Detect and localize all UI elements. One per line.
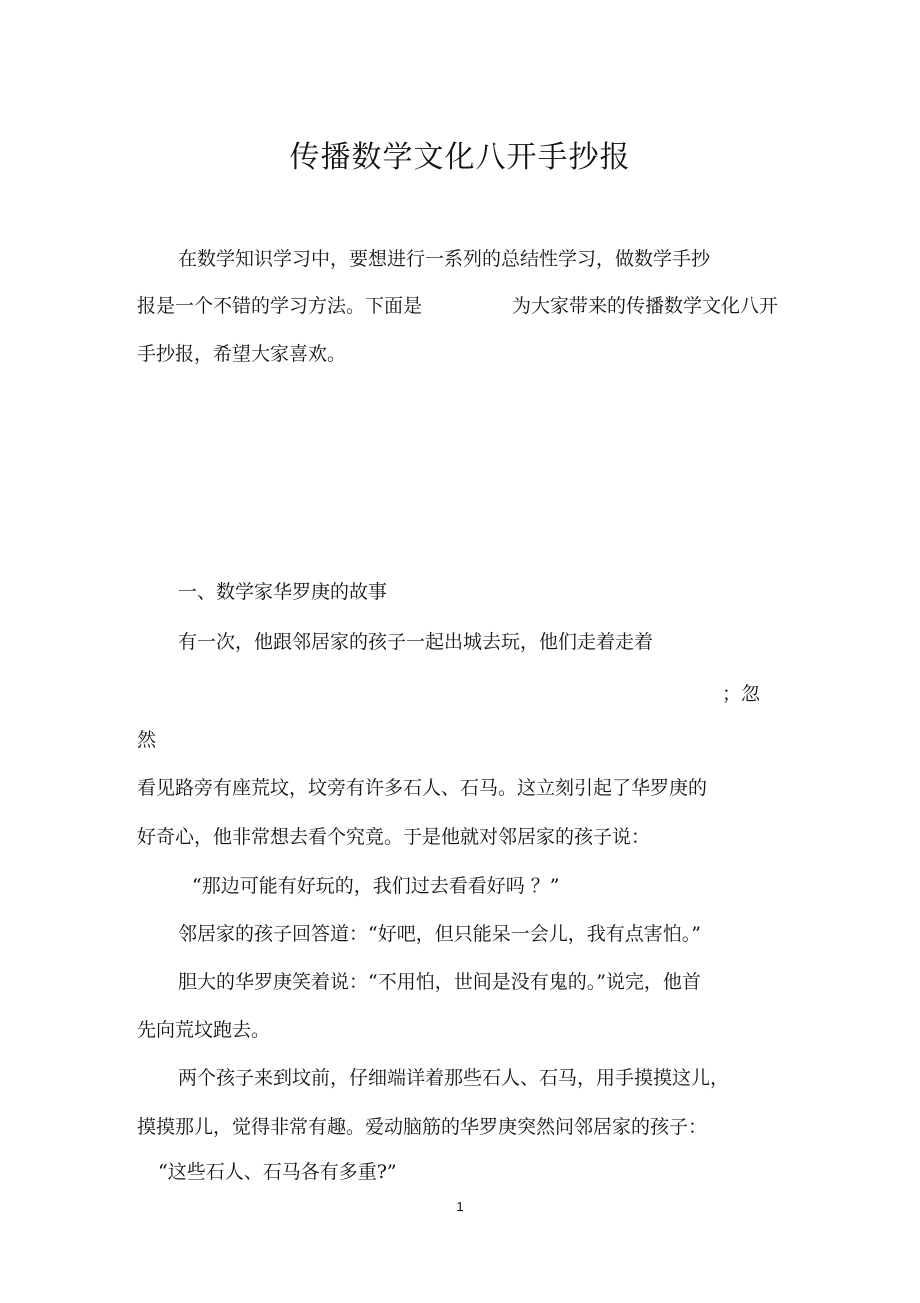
intro-line-2-end: 为大家带来的传播数学文化八开 [512,295,779,317]
story-p2-line-2: 先向荒坟跑去。 [137,1019,271,1041]
page-number: 1 [456,1199,464,1214]
intro-line-2-start: 报是一个不错的学习方法。下面是 [137,295,423,317]
story-line-1: 有一次，他跟邻居家的孩子一起出城去玩，他们走着走着 [178,631,654,653]
section-heading: 一、数学家华罗庚的故事 [178,581,388,603]
quote-2: “这些石人、石马各有多重?” [158,1161,397,1183]
quote-1: “那边可能有好玩的，我们过去看看好吗 ？” [192,875,560,897]
story-p3-line-2: 摸摸那儿，觉得非常有趣。爱动脑筋的华罗庚突然问邻居家的孩子： [137,1116,708,1138]
intro-line-3: 手抄报，希望大家喜欢。 [137,343,347,365]
document-title: 传播数学文化八开手抄报 [289,140,631,175]
story-line-4: 好奇心，他非常想去看个究竟。于是他就对邻居家的孩子说： [137,826,651,848]
intro-line-1: 在数学知识学习中，要想进行一系列的总结性学习，做数学手抄 [178,248,711,270]
story-line-1-tail: ；忽 [722,683,761,705]
story-p2-line-1: 胆大的华罗庚笑着说：“不用怕，世间是没有鬼的。”说完，他首 [178,971,701,993]
story-p3-line-1: 两个孩子来到坟前，仔细端详着那些石人、石马，用手摸摸这儿， [178,1067,730,1089]
reply-line: 邻居家的孩子回答道：“好吧，但只能呆一会儿，我有点害怕。” [178,923,701,945]
story-line-2: 然 [137,729,157,751]
story-line-3: 看见路旁有座荒坟，坟旁有许多石人、石马。这立刻引起了华罗庚的 [137,777,708,799]
